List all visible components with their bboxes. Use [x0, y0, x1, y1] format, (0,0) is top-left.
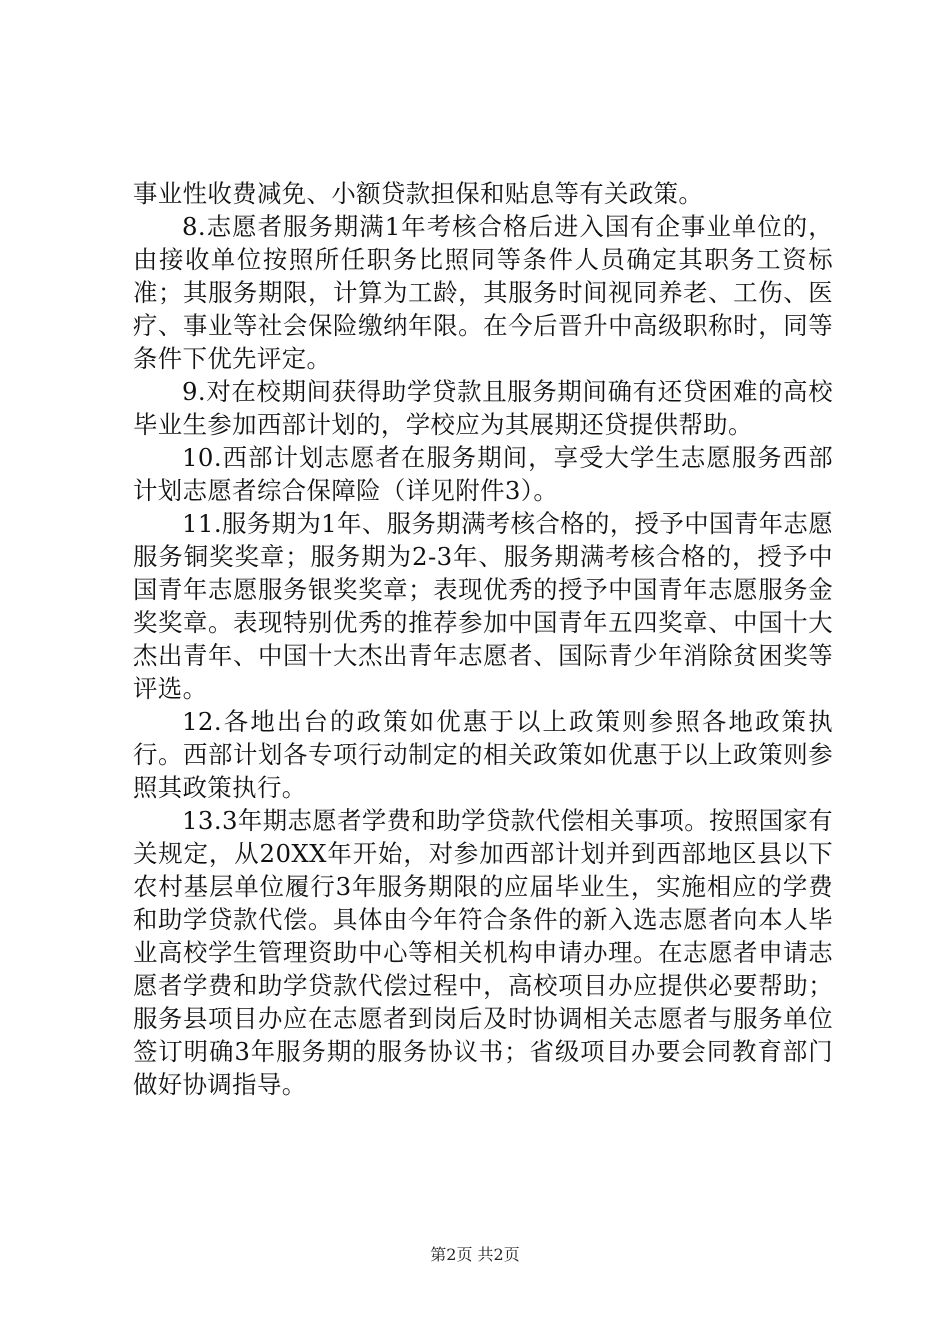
- paragraph-item-10: 10.西部计划志愿者在服务期间，享受大学生志愿服务西部计划志愿者综合保障险（详见附件3）。: [133, 443, 833, 505]
- paragraph-item-11: 11.服务期为1年、服务期满考核合格的，授予中国青年志愿服务铜奖奖章；服务期为2-3年、服务期满考核合格的，授予中国青年志愿服务银奖奖章；表现优秀的授予中国青年志愿服务金奖奖章。表现特别优秀的推荐参加中国青年五四奖章、中国十大杰出青年、中国十大杰出青年志愿者、国际青少年消除贫困奖等评选。: [133, 509, 833, 703]
- paragraph-continuation: 事业性收费减免、小额贷款担保和贴息等有关政策。: [133, 179, 704, 208]
- paragraph-item-12: 12.各地出台的政策如优惠于以上政策则参照各地政策执行。西部计划各专项行动制定的相关政策如优惠于以上政策则参照其政策执行。: [133, 707, 833, 802]
- page-footer: [0, 1244, 950, 1266]
- paragraph-item-13: 13.3年期志愿者学费和助学贷款代偿相关事项。按照国家有关规定，从20XX年开始，对参加西部计划并到西部地区县以下农村基层单位履行3年服务期限的应届毕业生，实施相应的学费和助学贷款代偿。具体由今年符合条件的新入选志愿者向本人毕业高校学生管理资助中心等相关机构申请办理。在志愿者申请志愿者学费和助学贷款代偿过程中，高校项目办应提供必要帮助；服务县项目办应在志愿者到岗后及时协调相关志愿者与服务单位签订明确3年服务期的服务协议书；省级项目办要会同教育部门做好协调指导。: [133, 806, 833, 1099]
- document-body: [133, 177, 833, 1101]
- page-number-label: 第2页 共2页: [430, 1245, 520, 1264]
- paragraph-item-8: 8.志愿者服务期满1年考核合格后进入国有企事业单位的，由接收单位按照所任职务比照同等条件人员确定其职务工资标准；其服务期限，计算为工龄，其服务时间视同养老、工伤、医疗、事业等社会保险缴纳年限。在今后晋升中高级职称时，同等条件下优先评定。: [133, 212, 833, 373]
- paragraph-item-9: 9.对在校期间获得助学贷款且服务期间确有还贷困难的高校毕业生参加西部计划的，学校应为其展期还贷提供帮助。: [133, 377, 833, 439]
